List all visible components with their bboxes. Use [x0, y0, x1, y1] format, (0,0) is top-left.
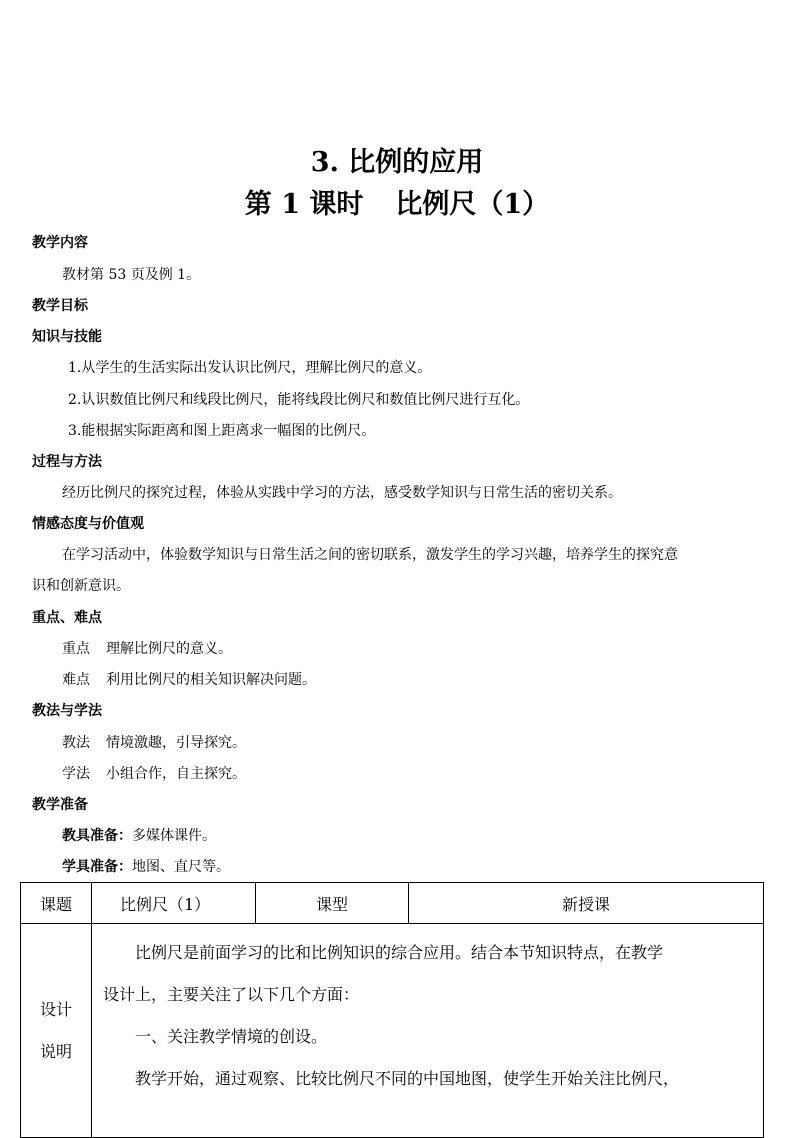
teach-label: 教法	[62, 735, 90, 751]
topic-label-cell: 课题	[21, 883, 92, 924]
key-point-row	[62, 640, 232, 658]
teacher-prep-label: 教具准备：	[62, 828, 132, 844]
lesson-title	[0, 188, 794, 222]
heading-preparation: 教学准备	[32, 797, 88, 813]
design-label-cell	[21, 924, 92, 1138]
lesson-info-table	[20, 882, 764, 1138]
heading-key-difficult: 重点、难点	[32, 610, 102, 626]
student-prep-text: 地图、直尺等。	[132, 859, 230, 875]
lesson-subtitle: 比例尺（1）	[395, 189, 550, 220]
design-paragraph: 教学开始，通过观察、比较比例尺不同的中国地图，使学生开始关注比例尺，	[135, 1069, 680, 1088]
student-prep-label: 学具准备：	[62, 859, 132, 875]
heading-teaching-goals: 教学目标	[32, 298, 88, 314]
design-paragraph: 设计上，主要关注了以下几个方面：	[103, 985, 360, 1004]
heading-attitude-values: 情感态度与价值观	[32, 516, 144, 532]
topic-value-cell: 比例尺（1）	[92, 883, 256, 924]
lesson-number: 第 1 课时	[244, 189, 364, 220]
knowledge-item: 2.认识数值比例尺和线段比例尺，能将线段比例尺和数值比例尺进行互化。	[68, 392, 530, 408]
section-title: 3. 比例的应用	[310, 147, 484, 178]
heading-teaching-content: 教学内容	[32, 235, 88, 251]
table-row	[21, 924, 764, 1138]
difficult-point-row	[62, 671, 316, 689]
heading-process-methods: 过程与方法	[32, 454, 102, 470]
teach-text: 情境激趣，引导探究。	[106, 735, 246, 751]
design-label-line: 说明	[39, 1041, 72, 1061]
table-row	[21, 883, 764, 924]
teacher-prep-text: 多媒体课件。	[132, 828, 216, 844]
learn-label: 学法	[62, 766, 90, 782]
difficult-text: 利用比例尺的相关知识解决问题。	[106, 672, 316, 688]
knowledge-item: 3.能根据实际距离和图上距离求一幅图的比例尺。	[68, 423, 376, 439]
key-text: 理解比例尺的意义。	[106, 641, 232, 657]
key-label: 重点	[62, 641, 90, 657]
teacher-prep-row	[62, 827, 216, 845]
design-paragraph: 一、关注教学情境的创设。	[135, 1027, 328, 1046]
type-label-cell: 课型	[256, 883, 409, 924]
heading-knowledge-skills: 知识与技能	[32, 329, 102, 345]
teaching-content-text: 教材第 53 页及例 1。	[62, 267, 201, 283]
attitude-values-text-cont: 识和创新意识。	[32, 578, 130, 594]
learn-text: 小组合作，自主探究。	[106, 766, 246, 782]
difficult-label: 难点	[62, 672, 90, 688]
type-value-cell: 新授课	[409, 883, 764, 924]
design-paragraph: 比例尺是前面学习的比和比例知识的综合应用。结合本节知识特点，在教学	[135, 943, 664, 962]
knowledge-item: 1.从学生的生活实际出发认识比例尺，理解比例尺的意义。	[68, 360, 432, 376]
attitude-values-text: 在学习活动中，体验数学知识与日常生活之间的密切联系，激发学生的学习兴趣，培养学生的探究意	[62, 547, 678, 563]
learn-method-row	[62, 765, 246, 783]
process-methods-text: 经历比例尺的探究过程，体验从实践中学习的方法，感受数学知识与日常生活的密切关系。	[62, 485, 622, 501]
design-label-line: 设计	[39, 999, 72, 1019]
heading-methods: 教法与学法	[32, 703, 102, 719]
teach-method-row	[62, 734, 246, 752]
design-notes-cell	[92, 924, 764, 1138]
student-prep-row	[62, 858, 230, 876]
